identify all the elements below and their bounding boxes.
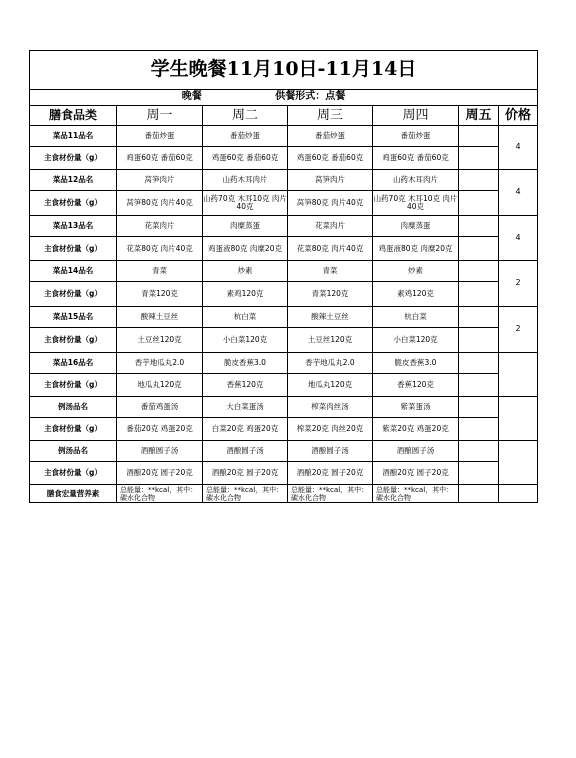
- menu-cell: 酸辣土豆丝: [117, 307, 203, 328]
- price-cell: 4: [499, 170, 538, 216]
- menu-cell: 鸡蛋液80克 肉糜20克: [203, 237, 288, 261]
- row-label: 主食材份量（g）: [30, 191, 117, 216]
- price-cell: 4: [499, 216, 538, 261]
- menu-cell: 番茄炒蛋: [373, 126, 459, 147]
- menu-cell: 白菜20克 鸡蛋20克: [203, 418, 288, 441]
- header-tuesday: 周二: [203, 106, 288, 126]
- menu-cell: 肉糜蒸蛋: [373, 216, 459, 237]
- table-row: [30, 261, 538, 282]
- friday-cell: [459, 237, 499, 261]
- menu-cell: 脆皮香蕉3.0: [373, 353, 459, 374]
- friday-cell: [459, 462, 499, 485]
- menu-cell: 地瓜丸120克: [288, 374, 373, 397]
- menu-cell: 山药70克 木耳10克 肉片40克: [373, 191, 459, 216]
- header-wednesday: 周三: [288, 106, 373, 126]
- menu-cell: 小白菜120克: [373, 328, 459, 353]
- serve-format: 供餐形式：点餐: [275, 91, 346, 103]
- row-label: 主食材份量（g）: [30, 418, 117, 441]
- menu-cell: 土豆丝120克: [288, 328, 373, 353]
- menu-cell: 素鸡120克: [203, 282, 288, 307]
- table-row: [30, 147, 538, 170]
- menu-cell: 番茄20克 鸡蛋20克: [117, 418, 203, 441]
- table-row: [30, 374, 538, 397]
- table-row: [30, 441, 538, 462]
- row-label: 菜品12品名: [30, 170, 117, 191]
- menu-cell: 酒酿圆子汤: [288, 441, 373, 462]
- row-label: 菜品16品名: [30, 353, 117, 374]
- menu-cell: 山药木耳肉片: [203, 170, 288, 191]
- menu-cell: 山药木耳肉片: [373, 170, 459, 191]
- menu-cell: 花菜80克 肉片40克: [288, 237, 373, 261]
- menu-cell: 肉糜蒸蛋: [203, 216, 288, 237]
- friday-cell: [459, 261, 499, 282]
- header-category: 膳食品类: [30, 106, 117, 126]
- friday-cell: [459, 147, 499, 170]
- price-cell: [499, 441, 538, 485]
- table-row: [30, 216, 538, 237]
- table-row: [30, 328, 538, 353]
- price-cell: 4: [499, 126, 538, 170]
- menu-cell: 香芋地瓜丸2.0: [117, 353, 203, 374]
- row-label: 菜品13品名: [30, 216, 117, 237]
- header-thursday: 周四: [373, 106, 459, 126]
- table-row: [30, 282, 538, 307]
- menu-cell: 香芋地瓜丸2.0: [288, 353, 373, 374]
- friday-cell: [459, 282, 499, 307]
- nutrition-cell: 总能量：**kcal，其中：碳水化合物: [288, 485, 373, 503]
- price-cell: [499, 485, 538, 503]
- menu-cell: 土豆丝120克: [117, 328, 203, 353]
- header-friday: 周五: [459, 106, 499, 126]
- friday-cell: [459, 328, 499, 353]
- meal-info: [30, 90, 538, 106]
- header-monday: 周一: [117, 106, 203, 126]
- menu-cell: 地瓜丸120克: [117, 374, 203, 397]
- price-cell: 2: [499, 261, 538, 307]
- menu-cell: 鸡蛋60克 番茄60克: [203, 147, 288, 170]
- row-label: 主食材份量（g）: [30, 328, 117, 353]
- nutrition-row: [30, 485, 538, 503]
- menu-cell: 炒素: [373, 261, 459, 282]
- page-title: 学生晚餐11月10日-11月14日: [30, 51, 538, 90]
- nutrition-cell: 总能量：**kcal，其中：碳水化合物: [373, 485, 459, 503]
- row-label: 主食材份量（g）: [30, 147, 117, 170]
- table-row: [30, 462, 538, 485]
- menu-cell: 素鸡120克: [373, 282, 459, 307]
- menu-cell: 青菜120克: [288, 282, 373, 307]
- row-label: 菜品15品名: [30, 307, 117, 328]
- menu-cell: 酒酿20克 圆子20克: [117, 462, 203, 485]
- menu-cell: 杭白菜: [203, 307, 288, 328]
- menu-cell: 酒酿圆子汤: [117, 441, 203, 462]
- header-row: [30, 106, 538, 126]
- table-row: [30, 397, 538, 418]
- menu-cell: 莴笋肉片: [288, 170, 373, 191]
- menu-cell: 香蕉120克: [373, 374, 459, 397]
- menu-cell: 大白菜蛋汤: [203, 397, 288, 418]
- menu-cell: 番茄炒蛋: [203, 126, 288, 147]
- menu-cell: 酸辣土豆丝: [288, 307, 373, 328]
- menu-cell: 紫菜蛋汤: [373, 397, 459, 418]
- menu-cell: 杭白菜: [373, 307, 459, 328]
- menu-cell: 酒酿20克 圆子20克: [373, 462, 459, 485]
- menu-cell: 青菜120克: [117, 282, 203, 307]
- price-cell: [499, 353, 538, 397]
- menu-cell: 青菜: [117, 261, 203, 282]
- price-cell: 2: [499, 307, 538, 353]
- friday-cell: [459, 307, 499, 328]
- menu-cell: 番茄鸡蛋汤: [117, 397, 203, 418]
- friday-cell: [459, 485, 499, 503]
- menu-cell: 山药70克 木耳10克 肉片40克: [203, 191, 288, 216]
- menu-cell: 酒酿圆子汤: [373, 441, 459, 462]
- menu-cell: 花菜肉片: [288, 216, 373, 237]
- table-row: [30, 353, 538, 374]
- table-row: [30, 126, 538, 147]
- menu-cell: 莴笋80克 肉片40克: [117, 191, 203, 216]
- menu-cell: 青菜: [288, 261, 373, 282]
- row-label: 例汤品名: [30, 441, 117, 462]
- row-label: 菜品11品名: [30, 126, 117, 147]
- menu-cell: 榨菜20克 肉丝20克: [288, 418, 373, 441]
- menu-cell: 花菜肉片: [117, 216, 203, 237]
- table-row: [30, 170, 538, 191]
- menu-cell: 鸡蛋60克 番茄60克: [373, 147, 459, 170]
- menu-cell: 番茄炒蛋: [117, 126, 203, 147]
- menu-cell: 酒酿圆子汤: [203, 441, 288, 462]
- menu-cell: 鸡蛋液80克 肉糜20克: [373, 237, 459, 261]
- friday-cell: [459, 374, 499, 397]
- menu-cell: 酒酿20克 圆子20克: [203, 462, 288, 485]
- nutrition-cell: 总能量：**kcal，其中：碳水化合物: [203, 485, 288, 503]
- friday-cell: [459, 418, 499, 441]
- menu-cell: 紫菜20克 鸡蛋20克: [373, 418, 459, 441]
- menu-cell: 鸡蛋60克 番茄60克: [117, 147, 203, 170]
- friday-cell: [459, 397, 499, 418]
- menu-cell: 炒素: [203, 261, 288, 282]
- table-row: [30, 237, 538, 261]
- table-row: [30, 307, 538, 328]
- menu-cell: 番茄炒蛋: [288, 126, 373, 147]
- friday-cell: [459, 216, 499, 237]
- price-cell: [499, 397, 538, 441]
- menu-table: [29, 50, 538, 503]
- menu-cell: 莴笋肉片: [117, 170, 203, 191]
- menu-cell: 莴笋80克 肉片40克: [288, 191, 373, 216]
- table-row: [30, 191, 538, 216]
- menu-cell: 酒酿20克 圆子20克: [288, 462, 373, 485]
- menu-cell: 榨菜肉丝汤: [288, 397, 373, 418]
- row-label: 菜品14品名: [30, 261, 117, 282]
- menu-cell: 香蕉120克: [203, 374, 288, 397]
- table-row: [30, 418, 538, 441]
- row-label: 例汤品名: [30, 397, 117, 418]
- meal-type: 晚餐: [181, 91, 202, 103]
- row-label: 主食材份量（g）: [30, 237, 117, 261]
- row-label: 主食材份量（g）: [30, 282, 117, 307]
- friday-cell: [459, 170, 499, 191]
- menu-cell: 鸡蛋60克 番茄60克: [288, 147, 373, 170]
- friday-cell: [459, 353, 499, 374]
- nutrition-label: 膳食宏量营养素: [30, 485, 117, 503]
- header-price: 价格: [499, 106, 538, 126]
- friday-cell: [459, 441, 499, 462]
- row-label: 主食材份量（g）: [30, 374, 117, 397]
- nutrition-cell: 总能量：**kcal，其中：碳水化合物: [117, 485, 203, 503]
- menu-cell: 脆皮香蕉3.0: [203, 353, 288, 374]
- friday-cell: [459, 126, 499, 147]
- menu-cell: 小白菜120克: [203, 328, 288, 353]
- menu-cell: 花菜80克 肉片40克: [117, 237, 203, 261]
- row-label: 主食材份量（g）: [30, 462, 117, 485]
- friday-cell: [459, 191, 499, 216]
